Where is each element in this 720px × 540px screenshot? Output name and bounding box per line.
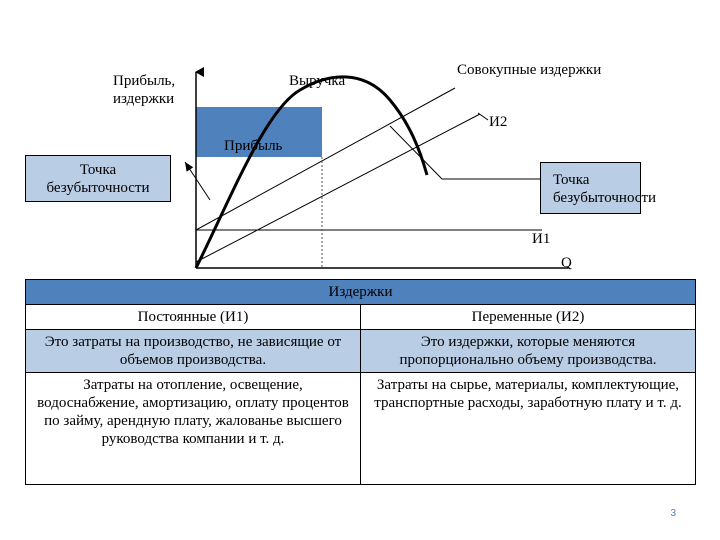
break-even-box-right: Точка безубыточности	[540, 162, 641, 214]
left-breakeven-arrow	[185, 162, 210, 200]
total-costs-label: Совокупные издержки	[457, 62, 602, 78]
variable-costs-definition: Это издержки, которые меняются пропорционально объему производства.	[361, 330, 696, 373]
fixed-costs-examples: Затраты на отопление, освещение, водоснабжение, амортизацию, оплату процентов по займу, арендную плату, жалованье высшего руководства компании и т. д.	[26, 373, 361, 485]
i2-connector	[478, 113, 488, 120]
fixed-costs-header: Постоянные (И1)	[26, 305, 361, 330]
costs-table	[25, 279, 696, 485]
q-label: Q	[561, 255, 572, 271]
variable-costs-header: Переменные (И2)	[361, 305, 696, 330]
fixed-costs-definition: Это затраты на производство, не зависящие от объемов производства.	[26, 330, 361, 373]
y-axis-label: Прибыль, издержки	[113, 73, 176, 107]
revenue-curve	[196, 77, 427, 268]
i1-label: И1	[532, 231, 551, 247]
profit-label: Прибыль	[224, 138, 283, 154]
page-number: 3	[670, 508, 676, 519]
revenue-label: Выручка	[289, 73, 346, 89]
table-title: Издержки	[26, 280, 696, 305]
i2-label: И2	[489, 114, 508, 130]
variable-costs-examples: Затраты на сырье, материалы, комплектующие, транспортные расходы, заработную плату и т. д.	[361, 373, 696, 485]
break-even-box-left: Точка безубыточности	[25, 155, 171, 202]
